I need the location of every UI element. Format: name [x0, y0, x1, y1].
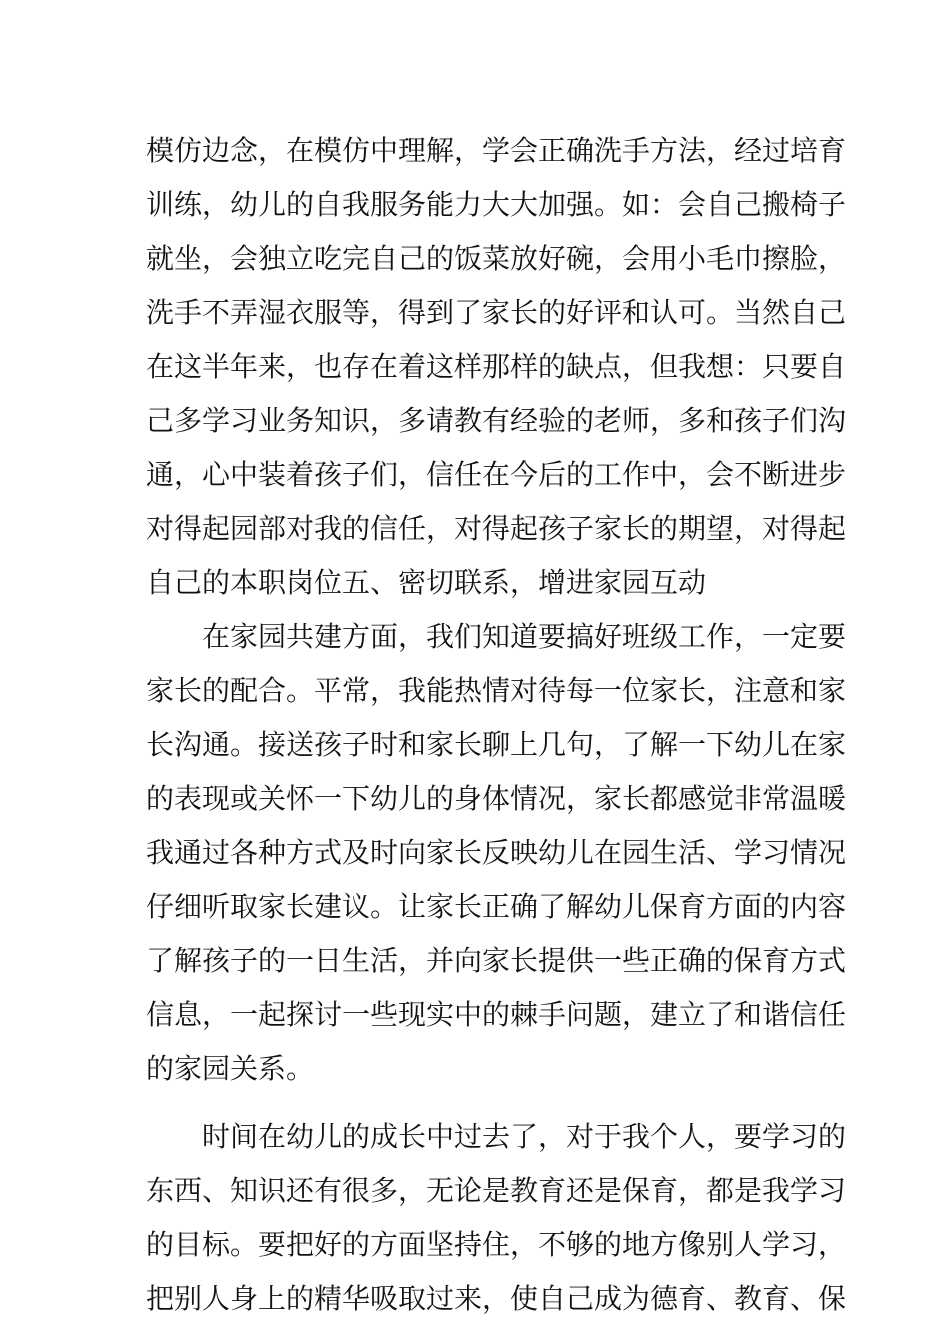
text-line: 的目标。要把好的方面坚持住，不够的地方像别人学习，: [146, 1228, 847, 1261]
paragraph-2: [146, 610, 847, 1096]
text-line: 家长的配合。平常，我能热情对待每一位家长，注意和家: [146, 674, 847, 707]
paragraph-spacer: [146, 1096, 826, 1110]
paragraph-3: [146, 1110, 847, 1326]
text-line: 东西、知识还有很多，无论是教育还是保育，都是我学习: [146, 1174, 847, 1207]
text-line: 的家园关系。: [146, 1052, 315, 1085]
text-line: 时间在幼儿的成长中过去了，对于我个人，要学习的: [202, 1120, 847, 1153]
text-line: 在这半年来，也存在着这样那样的缺点，但我想：只要自: [146, 350, 847, 383]
text-line: 我通过各种方式及时向家长反映幼儿在园生活、学习情况: [146, 836, 847, 869]
text-line: 己多学习业务知识，多请教有经验的老师，多和孩子们沟: [146, 404, 847, 437]
text-line: 长沟通。接送孩子时和家长聊上几句，了解一下幼儿在家: [146, 728, 847, 761]
text-line: 仔细听取家长建议。让家长正确了解幼儿保育方面的内容: [146, 890, 847, 923]
text-line: 模仿边念，在模仿中理解，学会正确洗手方法，经过培育: [146, 134, 847, 167]
text-line: 信息，一起探讨一些现实中的棘手问题，建立了和谐信任: [146, 998, 847, 1031]
text-line: 通，心中装着孩子们，信任在今后的工作中，会不断进步: [146, 458, 847, 491]
document-body: [146, 124, 847, 1326]
paragraph-1: [146, 124, 847, 610]
text-line: 把别人身上的精华吸取过来，使自己成为德育、教育、保: [146, 1282, 847, 1315]
text-line: 了解孩子的一日生活，并向家长提供一些正确的保育方式: [146, 944, 847, 977]
text-line: 在家园共建方面，我们知道要搞好班级工作，一定要: [202, 620, 847, 653]
text-line: 的表现或关怀一下幼儿的身体情况，家长都感觉非常温暖: [146, 782, 847, 815]
text-line: 训练，幼儿的自我服务能力大大加强。如：会自己搬椅子: [146, 188, 847, 221]
text-line: 自己的本职岗位五、密切联系，增进家园互动: [146, 566, 707, 599]
text-line: 就坐，会独立吃完自己的饭菜放好碗，会用小毛巾擦脸，: [146, 242, 847, 275]
text-line: 洗手不弄湿衣服等，得到了家长的好评和认可。当然自己: [146, 296, 847, 329]
text-line: 对得起园部对我的信任，对得起孩子家长的期望，对得起: [146, 512, 847, 545]
